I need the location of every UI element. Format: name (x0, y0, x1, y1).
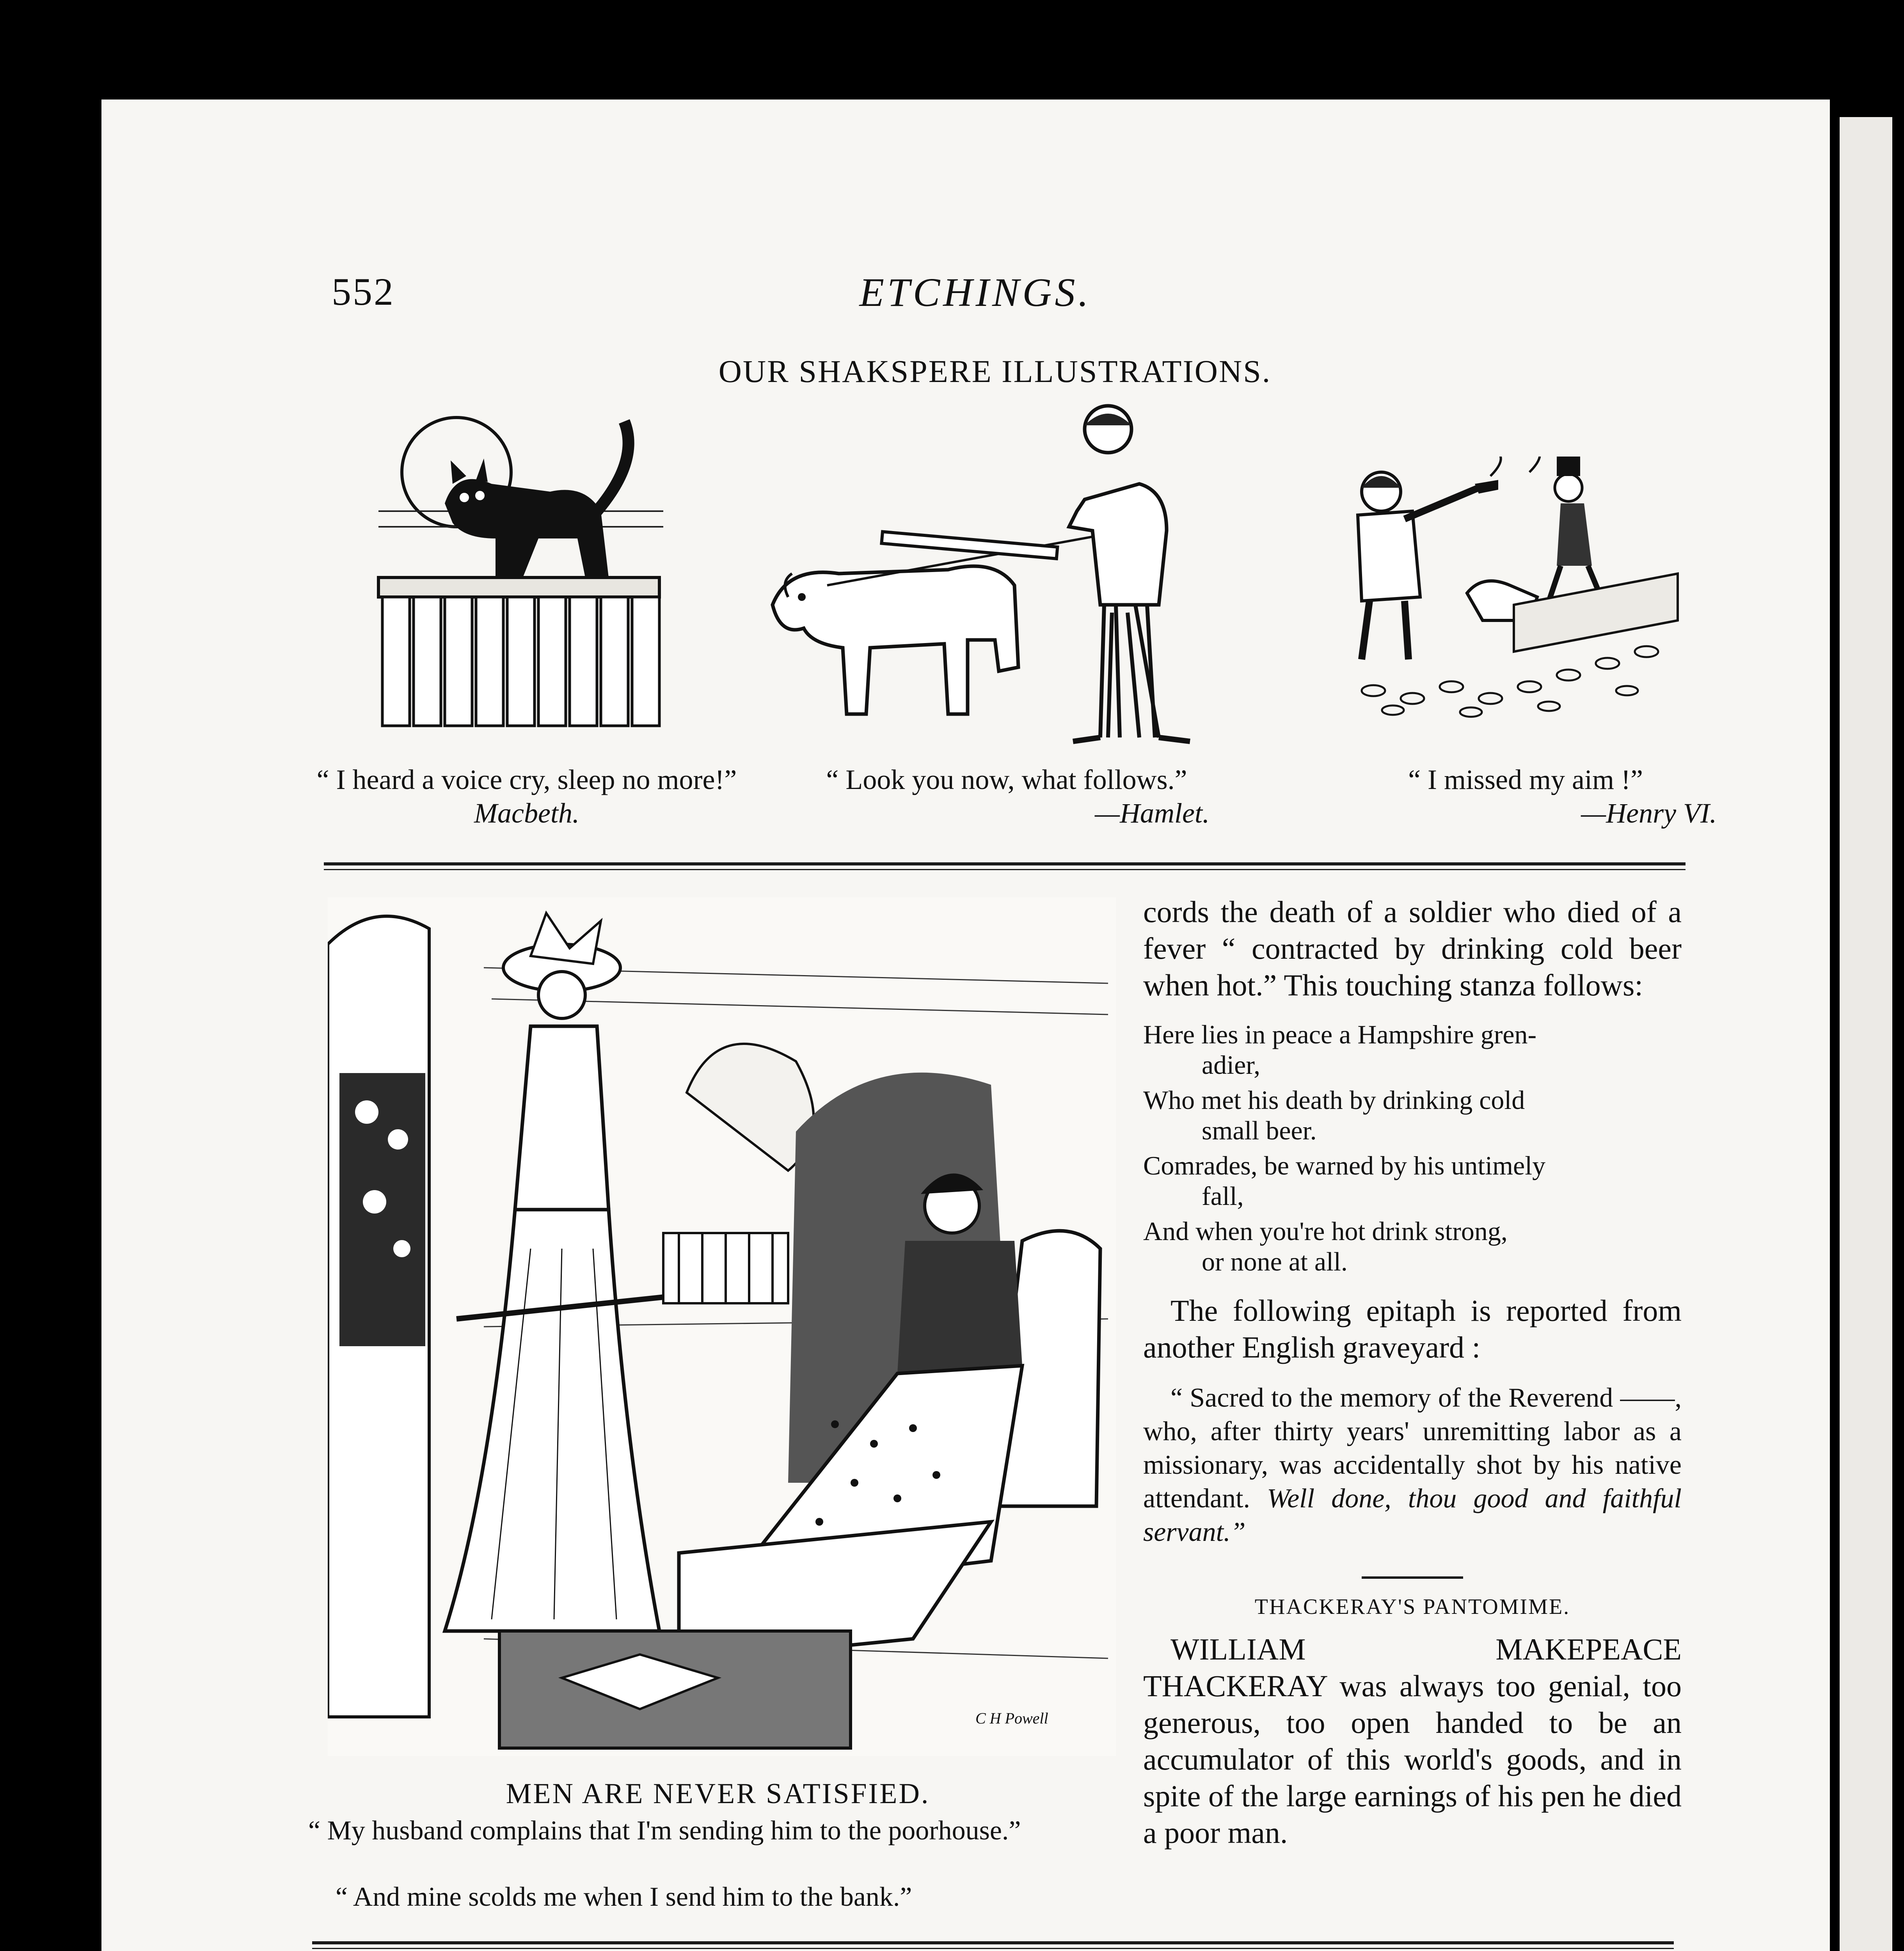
running-title: ETCHINGS. (859, 270, 1092, 315)
double-rule-top (324, 862, 1686, 870)
epitaph-italic: Well done, thou good and faithful servant.” (1143, 1484, 1682, 1547)
quote-macbeth: “ I heard a voice cry, sleep no more!” (316, 764, 737, 795)
quote-hamlet: “ Look you now, what follows.” (826, 764, 1187, 795)
dialogue-line-1: “ My husband complains that I'm sending him to the poorhouse.” (308, 1816, 1021, 1846)
adjacent-page-edge (1840, 117, 1892, 1951)
epitaph-intro: The following epitaph is reported from another English graveyard : (1143, 1294, 1682, 1364)
verse-block (1143, 1019, 1682, 1277)
section-title-thackeray: THACKERAY'S PANTOMIME. (1254, 1595, 1570, 1619)
cat-on-fence-illustration (367, 414, 679, 741)
right-column (1143, 894, 1682, 1851)
section-title-shakspere: OUR SHAKSPERE ILLUSTRATIONS. (718, 354, 1272, 389)
verse-line-2: Who met his death by drinking cold small beer. (1143, 1085, 1525, 1145)
source-hamlet: —Hamlet. (1095, 798, 1210, 829)
section-divider (1362, 1576, 1463, 1579)
epitaph-paragraph (1143, 1381, 1682, 1549)
two-ladies-parlor-illustration (328, 897, 1116, 1756)
man-walking-dog-illustration (765, 402, 1264, 753)
thackeray-paragraph: WILLIAM MAKEPEACE THACKERAY was always too genial, too generous, too open handed to be an accumulator of this world's goods, and in spite of the large earnings of his pen he died a poor man. (1143, 1632, 1682, 1850)
epitaph-text: “ Sacred to the memory of the Reverend ——, who, after thirty years' unremitting labor as a missionary, was accidentally shot by his native attendant. (1143, 1383, 1682, 1514)
caption-macbeth (312, 763, 741, 830)
caption-hamlet (773, 763, 1241, 830)
source-macbeth: Macbeth. (474, 798, 579, 829)
intro-paragraph: cords the death of a soldier who died of a fever “ contracted by drinking cold beer when hot.” This touching stanza follows: (1143, 895, 1682, 1002)
verse-line-1: Here lies in peace a Hampshire gren- adier, (1143, 1020, 1537, 1080)
caption-henry-vi (1334, 763, 1717, 830)
dialogue-line-2: “ And mine scolds me when I send him to the bank.” (336, 1882, 912, 1912)
source-henry-vi: —Henry VI. (1581, 798, 1717, 829)
verse-line-3: Comrades, be warned by his untimely fall, (1143, 1151, 1546, 1211)
page-number: 552 (332, 270, 395, 313)
cartoon-title-satisfied: MEN ARE NEVER SATISFIED. (506, 1778, 930, 1810)
quote-henry-vi: “ I missed my aim !” (1408, 764, 1643, 795)
verse-line-4: And when you're hot drink strong, or none at all. (1143, 1216, 1508, 1276)
double-rule-middle (312, 1941, 1674, 1949)
policeman-shooting-illustration (1327, 457, 1693, 722)
artist-signature: C H Powell (975, 1709, 1048, 1727)
